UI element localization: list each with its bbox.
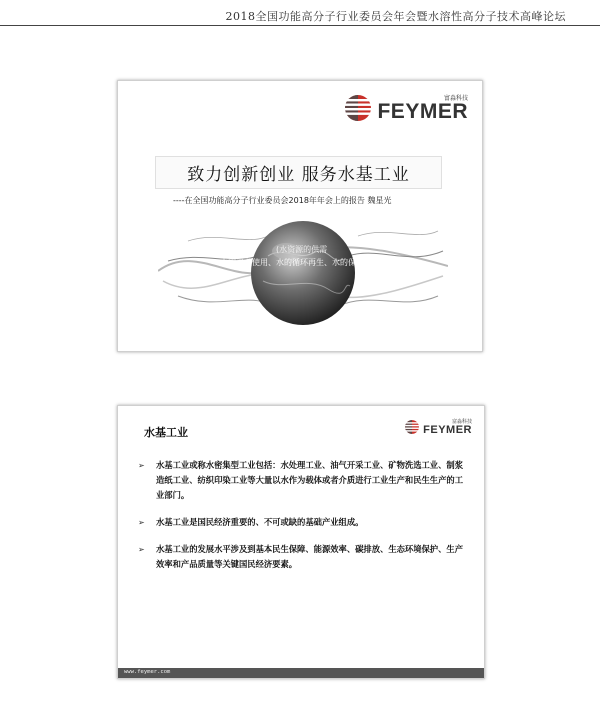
feymer-logo-mark-icon bbox=[343, 93, 373, 123]
logo-chinese-name: 富淼科技 bbox=[451, 419, 472, 425]
bullet-arrow-icon: ➢ bbox=[138, 461, 145, 470]
list-item bbox=[134, 515, 464, 530]
content-slide bbox=[117, 405, 485, 679]
title-slide bbox=[117, 80, 483, 352]
feymer-logo bbox=[343, 93, 468, 123]
title-band bbox=[155, 156, 442, 189]
page-header bbox=[0, 0, 600, 30]
bullet-text: 水基工业的发展水平涉及到基本民生保障、能源效率、碳排放、生态环境保护、生产效率和产品质量等关键国民经济要素。 bbox=[156, 544, 463, 569]
logo-english-name: FEYMER bbox=[423, 424, 472, 436]
bullet-list bbox=[134, 458, 464, 584]
globe-illustration bbox=[158, 211, 448, 326]
logo-english-name: FEYMER bbox=[377, 100, 468, 123]
globe-caption-2: 水的工业使用、水的循环再生、水的保护 bbox=[220, 258, 364, 267]
bullet-text: 水基工业是国民经济重要的、不可或缺的基础产业组成。 bbox=[156, 517, 364, 527]
bullet-arrow-icon: ➢ bbox=[138, 545, 145, 554]
feymer-logo-mark-icon bbox=[404, 419, 420, 435]
list-item bbox=[134, 458, 464, 503]
globe-caption-1: (水资源的供需 bbox=[276, 245, 328, 254]
slide-title: 致力创新创业 服务水基工业 bbox=[187, 165, 410, 185]
globe-water-image bbox=[158, 211, 448, 326]
slide-footer bbox=[118, 668, 484, 678]
bullet-text: 水基工业或称水密集型工业包括：水处理工业、油气开采工业、矿物洗选工业、制浆造纸工业、纺织印染工业等大量以水作为载体或者介质进行工业生产和民生生产的工业部门。 bbox=[156, 460, 463, 500]
header-divider bbox=[0, 25, 600, 26]
conference-title: 2018全国功能高分子行业委员会年会暨水溶性高分子技术高峰论坛 bbox=[225, 10, 566, 23]
slide-subtitle: ----在全国功能高分子行业委员会2018年年会上的报告 魏星光 bbox=[173, 196, 392, 205]
slide-heading: 水基工业 bbox=[144, 426, 188, 439]
feymer-logo-small bbox=[404, 418, 472, 436]
list-item bbox=[134, 542, 464, 572]
logo-chinese-name: 富淼科技 bbox=[443, 95, 468, 102]
bullet-arrow-icon: ➢ bbox=[138, 518, 145, 527]
footer-url: www.feymer.com bbox=[124, 669, 171, 675]
